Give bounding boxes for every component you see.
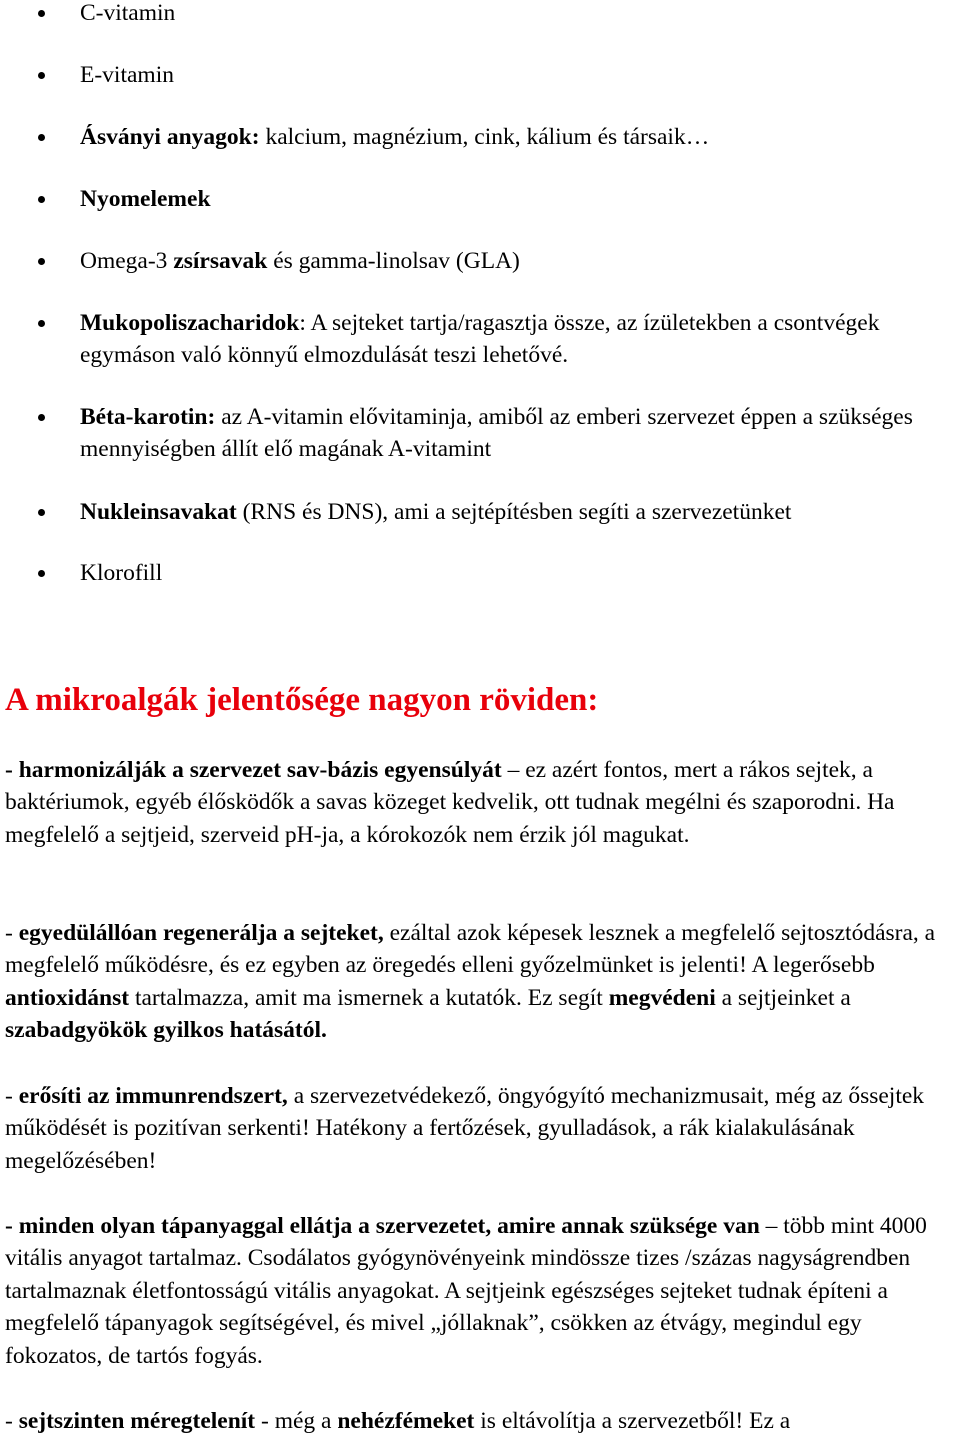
section-heading: A mikroalgák jelentősége nagyon röviden: (5, 682, 599, 718)
bullet-icon (38, 196, 45, 203)
bullet-icon (38, 320, 45, 327)
paragraph-ph-balance: - harmonizálják a szervezet sav-bázis egyensúlyát – ez azért fontos, mert a rákos sejtek, a baktériumok, egyéb élősködők a savas közeget kedvelik, ott tudnak megélni és szaporodni. Ha megfelelő a sejtjeid, szerveid pH-ja, a kórokozók nem érzik jól magukat. (5, 757, 895, 848)
bullet-icon (38, 414, 45, 421)
bullet-icon (38, 134, 45, 141)
bullet-icon (38, 10, 45, 17)
bullet-icon (38, 72, 45, 79)
document-page: C-vitamin E-vitamin Ásványi anyagok: kalcium, magnézium, cink, kálium és társaik… Nyomelemek Omega-3 zsírsavak és gamma-linolsav (GLA) Mukopoliszacharidok: A sejteket tartja/ragasztja össze, az ízületekben a csontvégek egymáson való könnyű elmozdulását teszi lehetővé. Béta-karotin: az A-vitamin elővitaminja, amiből az emberi szervezet éppen a szükséges mennyiségben állít elő magának A-vitamint Nukleinsavakat (RNS és DNS), ami a sejtépítésben segíti a szervezetünket Klorofill A mikroalgák jelentősége nagyon röviden: - harmonizálják a szervezet sav-bázis egyensúlyát – ez azért fontos, mert a rákos sejtek, a baktériumok, egyéb élősködők a savas közeget kedvelik, ott tudnak megélni és szaporodni. Ha megfelelő a sejtjeid, szerveid pH-ja, a kórokozók nem érzik jól magukat. - egyedülállóan regenerálja a sejteket, ezáltal azok képesek lesznek a megfelelő sejtosztódásra, a megfelelő működésre, és ez egyben az öregedés elleni győzelmünket is jelenti! A legerősebb antioxidánst tartalmazza, amit ma ismernek a kutatók. Ez segít megvédeni a sejtjeinket a szabadgyökök gyilkos hatásától. - erősíti az immunrendszert, a szervezetvédekező, öngyógyító mechanizmusait, még az őssejtek működését is pozitívan serkenti! Hatékony a fertőzések, gyulladások, a rák kialakulásának megelőzésében! - minden olyan tápanyaggal ellátja a szervezetet, amire annak szüksége van – több mint 4000 vitális anyagot tartalmaz. Csodálatos gyógynövényeink mindössze tizes /százas nagyságrendben tartalmaznak életfontosságú vitális anyagokat. A sejtjeink egészséges sejteket tudnak építeni a megfelelő tápanyagok segítségével, és mivel „jóllaknak”, csökken az étvágy, megindul egy fokozatos, de tartós fogyás. - sejtszinten méregtelenít - még a nehézfémeket is eltávolítja a szervezetből! Ez a (0, 0, 960, 1439)
bullet-icon (38, 509, 45, 516)
bullet-icon (38, 258, 45, 265)
paragraph-nutrients: - minden olyan tápanyaggal ellátja a szervezetet, amire annak szüksége van – több mint 4000 vitális anyagot tartalmaz. Csodálatos gyógynövényeink mindössze tizes /százas nagyságrendben tartalmaznak életfontosságú vitális anyagokat. A sejtjeink egészséges sejteket tudnak építeni a megfelelő tápanyagok segítségével, és mivel „jóllaknak”, csökken az étvágy, megindul egy fokozatos, de tartós fogyás. (5, 1213, 927, 1369)
paragraph-regeneration: - egyedülállóan regenerálja a sejteket, ezáltal azok képesek lesznek a megfelelő sejtosztódásra, a megfelelő működésre, és ez egyben az öregedés elleni győzelmünket is jelenti! A legerősebb antioxidánst tartalmazza, amit ma ismernek a kutatók. Ez segít megvédeni a sejtjeinket a szabadgyökök gyilkos hatásától. (5, 920, 936, 1044)
paragraph-immune: - erősíti az immunrendszert, a szervezetvédekező, öngyógyító mechanizmusait, még az őssejtek működését is pozitívan serkenti! Hatékony a fertőzések, gyulladások, a rák kialakulásának megelőzésében! (5, 1083, 925, 1174)
bullet-icon (38, 570, 45, 577)
paragraph-detox: - sejtszinten méregtelenít - még a nehézfémeket is eltávolítja a szervezetből! Ez a (5, 1408, 791, 1434)
